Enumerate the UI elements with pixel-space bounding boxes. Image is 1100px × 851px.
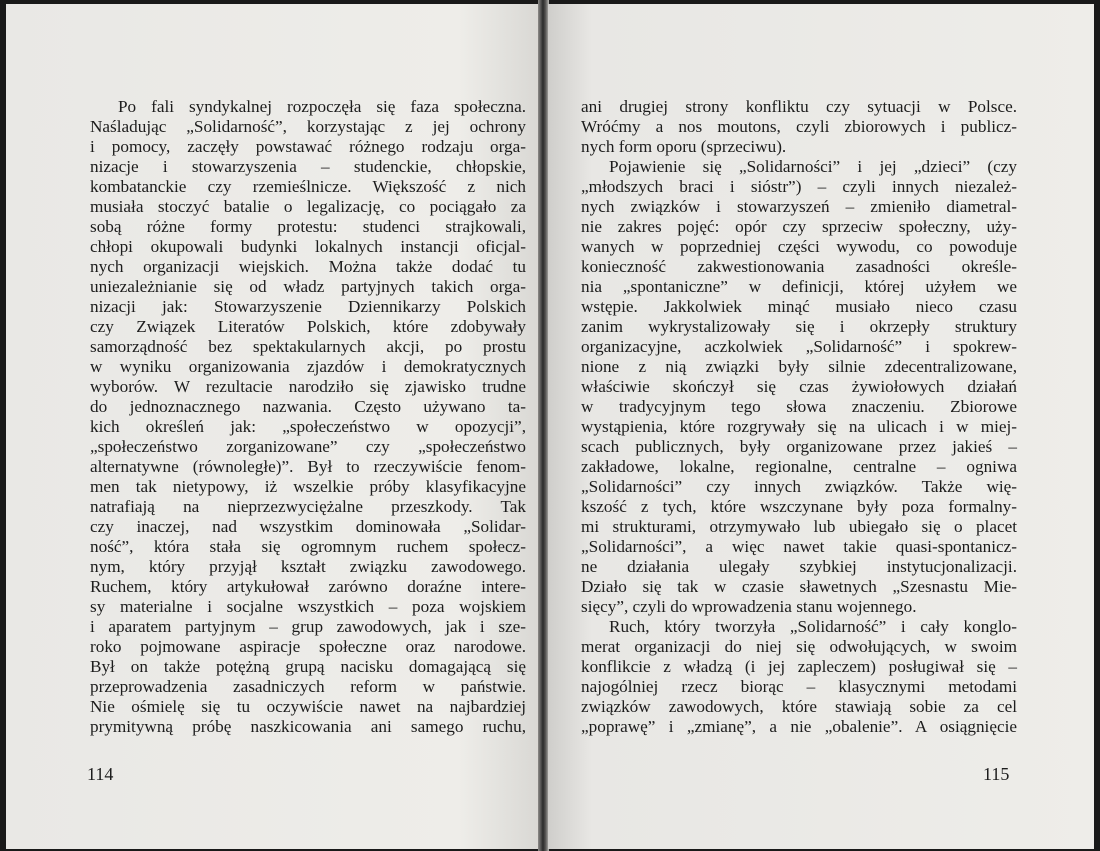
text-line: najogólniej rzecz biorąc – klasycznymi metodami [581,677,1017,696]
text-line: zakładowe, lokalne, regionalne, centralne – ogniwa [581,457,1017,476]
text-line: czy Związek Literatów Polskich, które zdobywały [90,317,526,336]
text-line: konieczność zakwestionowania zasadności określe- [581,257,1017,276]
left-page [6,4,539,849]
text-line: scach publicznych, były organizowane przez jakieś – [581,437,1017,456]
text-line: samorządność bez spektakularnych akcji, po prostu [90,337,526,356]
page-number-left: 114 [87,764,114,784]
text-line: przeprowadzenia zasadniczych reform w państwie. [90,677,526,696]
text-line: Pojawienie się „Solidarności” i jej „dzieci” (czy [609,157,1017,176]
text-line: wystąpienia, które rozgrywały się na ulicach i w miej- [581,417,1017,436]
text-line: natrafiają na nieprzezwyciężalne przeszkody. Tak [90,497,526,516]
text-line: uniezależnianie się od władz partyjnych takich orga- [90,277,526,296]
text-line: Nie ośmielę się tu oczywiście nawet na najbardziej [90,697,526,716]
text-line: do jednoznacznego nazwania. Często używano ta- [90,397,526,416]
text-line: Działo się tak w czasie sławetnych „Szesnastu Mie- [581,577,1017,596]
text-line: sięcy”, czyli do wprowadzenia stanu wojennego. [581,597,917,616]
text-line: organizacyjne, aczkolwiek „Solidarność” i spokrew- [581,337,1017,356]
text-line: ani drugiej strony konfliktu czy sytuacji w Polsce. [581,97,1017,116]
text-line: nych form oporu (sprzeciwu). [581,137,787,156]
text-line: związków zawodowych, które stawiają sobie za cel [581,697,1017,716]
right-page [548,4,1094,849]
text-line: „społeczeństwo zorganizowane” czy „społeczeństwo [90,437,526,456]
text-line: „Solidarności” czy innych związków. Także wię- [581,477,1017,496]
text-line: w wyniku organizowania zjazdów i demokratycznych [90,357,526,376]
text-line: i pomocy, zaczęły powstawać różnego rodzaju orga- [90,137,526,156]
text-line: prymitywną próbę naszkicowania ani samego ruchu, [90,717,526,736]
text-line: Po fali syndykalnej rozpoczęła się faza społeczna. [118,97,526,116]
text-line: wstępie. Jakkolwiek minąć musiało nieco czasu [581,297,1017,316]
text-line: właściwie skończył się czas żywiołowych działań [581,377,1017,396]
text-line: Wróćmy a nos moutons, czyli zbiorowych i publicz- [581,117,1017,136]
text-line: „młodszych braci i sióstr”) – czyli innych niezależ- [581,177,1017,196]
text-line: ność”, która stała się ogromnym ruchem społecz- [90,537,526,556]
text-line: nione z nią związki były silnie zdecentralizowane, [581,357,1017,376]
text-line: nych związków i stowarzyszeń – zmieniło diametral- [581,197,1017,216]
text-line: musiała stoczyć batalie o legalizację, co pociągało za [90,197,526,216]
text-line: „poprawę” i „zmianę”, a nie „obalenie”. A osiągnięcie [581,717,1017,736]
text-line: wyborów. W rezultacie narodziło się zjawisko trudne [90,377,526,396]
text-line: Ruch, który tworzyła „Solidarność” i cały konglo- [609,617,1017,636]
text-line: chłopi okupowali budynki lokalnych instancji oficjal- [90,237,526,256]
text-line: nia „spontaniczne” w definicji, której użyłem we [581,277,1017,296]
text-line: nym, który przyjął kształt związku zawodowego. [90,557,526,576]
text-line: Naśladując „Solidarność”, korzystając z jej ochrony [90,117,526,136]
text-line: konflikcie z władzą (i jej zapleczem) posługiwał się – [581,657,1017,676]
page-number-right: 115 [983,764,1010,784]
text-line: nizacje i stowarzyszenia – studenckie, chłopskie, [90,157,526,176]
text-line: ne działania ulegały szybkiej instytucjonalizacji. [581,557,1017,576]
text-line: kombatanckie czy rzemieślnicze. Większość z nich [90,177,526,196]
text-line: i aparatem partyjnym – grup zawodowych, jak i sze- [90,617,526,636]
text-line: nie zakres pojęć: opór czy sprzeciw społeczny, uży- [581,217,1017,236]
text-line: kszość z tych, które wszczynane były poza formalny- [581,497,1017,516]
left-page-text [90,97,526,737]
text-line: sobą różne formy protestu: studenci strajkowali, [90,217,526,236]
text-line: men tak nietypowy, iż wszelkie próby klasyfikacyjne [90,477,526,496]
text-line: „Solidarności”, a więc nawet takie quasi-spontanicz- [581,537,1017,556]
text-line: kich określeń jak: „społeczeństwo w opozycji”, [90,417,526,436]
text-line: wanych w poprzedniej części wywodu, co powoduje [581,237,1017,256]
text-line: merat organizacji do niej się odwołujących, w swoim [581,637,1017,656]
text-line: nizacji jak: Stowarzyszenie Dziennikarzy Polskich [90,297,526,316]
text-line: alternatywne (równoległe)”. Był to rzeczywiście fenom- [90,457,526,476]
text-line: nych organizacji wiejskich. Można także dodać tu [90,257,526,276]
text-line: sy materialne i socjalne wszystkich – poza wojskiem [90,597,526,616]
text-line: mi strukturami, otrzymywało lub ubiegało się o placet [581,517,1017,536]
right-page-text [581,97,1017,737]
text-line: zanim wykrystalizowały się i okrzepły struktury [581,317,1017,336]
text-line: Ruchem, który artykułował zarówno doraźne intere- [90,577,526,596]
text-line: Był on także potężną grupą nacisku domagającą się [90,657,526,676]
text-line: roko pojmowane aspiracje społeczne oraz narodowe. [90,637,526,656]
text-line: w tradycyjnym tego słowa znaczeniu. Zbiorowe [581,397,1017,416]
text-line: czy inaczej, nad wszystkim dominowała „Solidar- [90,517,526,536]
